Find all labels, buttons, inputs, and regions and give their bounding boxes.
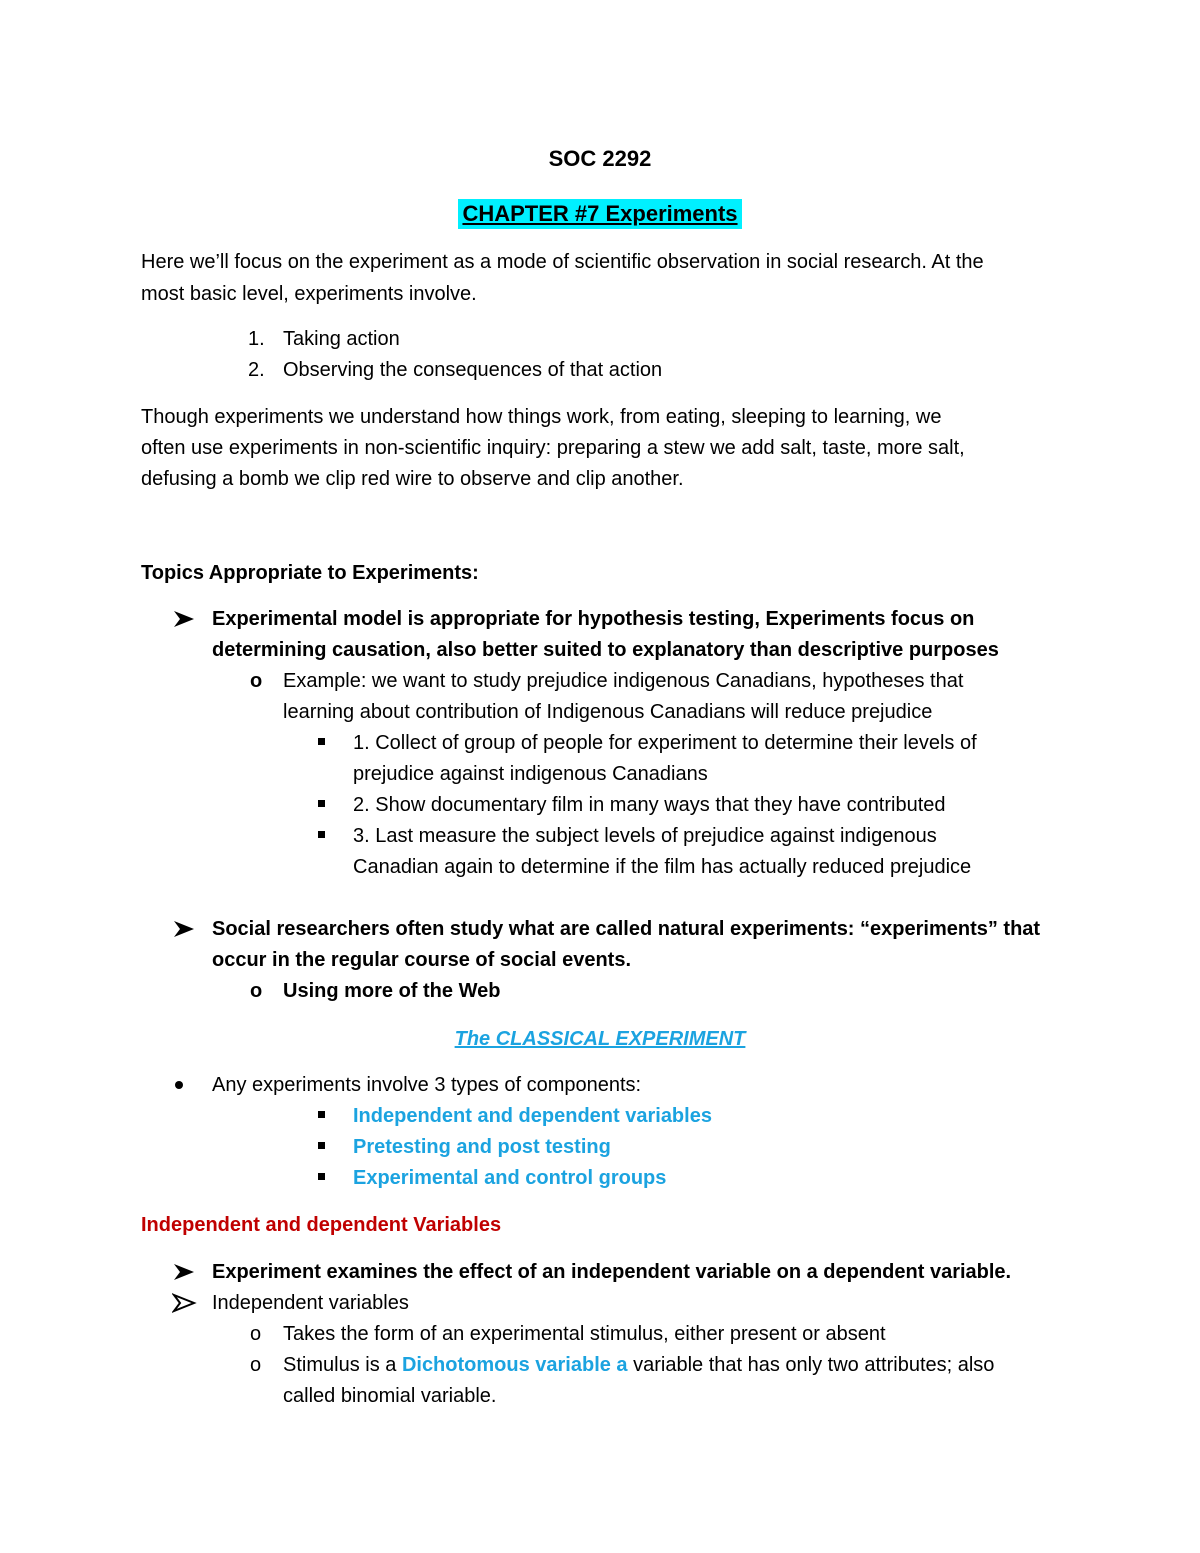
chapter-title: CHAPTER #7 Experiments (458, 199, 741, 229)
square-bullet-icon (318, 738, 325, 745)
chapter-title-row (0, 199, 1200, 230)
step-number: 2. (248, 359, 265, 381)
paragraph-line: defusing a bomb we clip red wire to observe and clip another. (141, 468, 684, 490)
arrow-outline-bullet-icon (172, 1293, 198, 1313)
classical-heading: The CLASSICAL EXPERIMENT (454, 1028, 746, 1050)
step-detail-line: prejudice against indigenous Canadians (353, 763, 708, 785)
intro-line-1: Here we’ll focus on the experiment as a mode of scientific observation in social research. At the (141, 251, 984, 273)
component-item: Independent and dependent variables (353, 1105, 712, 1127)
paragraph-line: Though experiments we understand how things work, from eating, sleeping to learning, we (141, 406, 942, 428)
course-code: SOC 2292 (548, 146, 652, 171)
circle-bullet-icon: o (250, 1323, 262, 1345)
arrow-bullet-icon (172, 1262, 198, 1282)
topic-point-line: occur in the regular course of social events. (212, 949, 632, 971)
circle-bullet-icon: o (250, 1354, 262, 1376)
square-bullet-icon (318, 1142, 325, 1149)
step-number: 1. (248, 328, 265, 350)
step-detail-line: 3. Last measure the subject levels of prejudice against indigenous (353, 825, 937, 847)
step-text: Taking action (283, 328, 400, 350)
topic-point-line: determining causation, also better suited to explanatory than descriptive purposes (212, 639, 999, 661)
component-item: Pretesting and post testing (353, 1136, 611, 1158)
variables-sub-item: Takes the form of an experimental stimulus, either present or absent (283, 1323, 886, 1345)
square-bullet-icon (318, 1111, 325, 1118)
topic-point-line: Social researchers often study what are called natural experiments: “experiments” that (212, 918, 1041, 940)
topic-point-line: Experimental model is appropriate for hypothesis testing, Experiments focus on (212, 608, 975, 630)
intro-line-2: most basic level, experiments involve. (141, 283, 477, 305)
circle-bullet-icon: o (250, 670, 263, 692)
example-line: Example: we want to study prejudice indigenous Canadians, hypotheses that (283, 670, 964, 692)
variables-sub-item (283, 1352, 994, 1378)
square-bullet-icon (318, 800, 325, 807)
web-item: Using more of the Web (283, 980, 501, 1002)
topics-heading: Topics Appropriate to Experiments: (141, 562, 479, 584)
stimulus-suffix: variable that has only two attributes; also (627, 1354, 995, 1376)
component-item: Experimental and control groups (353, 1167, 667, 1189)
square-bullet-icon (318, 1173, 325, 1180)
components-intro: Any experiments involve 3 types of components: (212, 1074, 642, 1096)
arrow-bullet-icon (172, 609, 198, 629)
example-line: learning about contribution of Indigenous Canadians will reduce prejudice (283, 701, 933, 723)
variables-point: Experiment examines the effect of an independent variable on a dependent variable. (212, 1261, 1012, 1283)
square-bullet-icon (318, 831, 325, 838)
variables-sub-item-continued: called binomial variable. (283, 1385, 497, 1407)
step-detail-line: Canadian again to determine if the film has actually reduced prejudice (353, 856, 972, 878)
dot-bullet-icon (175, 1081, 183, 1089)
paragraph-line: often use experiments in non-scientific inquiry: preparing a stew we add salt, taste, more salt, (141, 437, 965, 459)
variables-point: Independent variables (212, 1292, 409, 1314)
step-detail-line: 2. Show documentary film in many ways that they have contributed (353, 794, 946, 816)
variables-heading: Independent and dependent Variables (141, 1214, 502, 1236)
stimulus-prefix: Stimulus is a (283, 1354, 402, 1376)
step-detail-line: 1. Collect of group of people for experiment to determine their levels of (353, 732, 977, 754)
circle-bullet-icon: o (250, 980, 263, 1002)
arrow-bullet-icon (172, 919, 198, 939)
dichotomous-term: Dichotomous variable a (401, 1354, 628, 1376)
step-text: Observing the consequences of that action (283, 359, 663, 381)
